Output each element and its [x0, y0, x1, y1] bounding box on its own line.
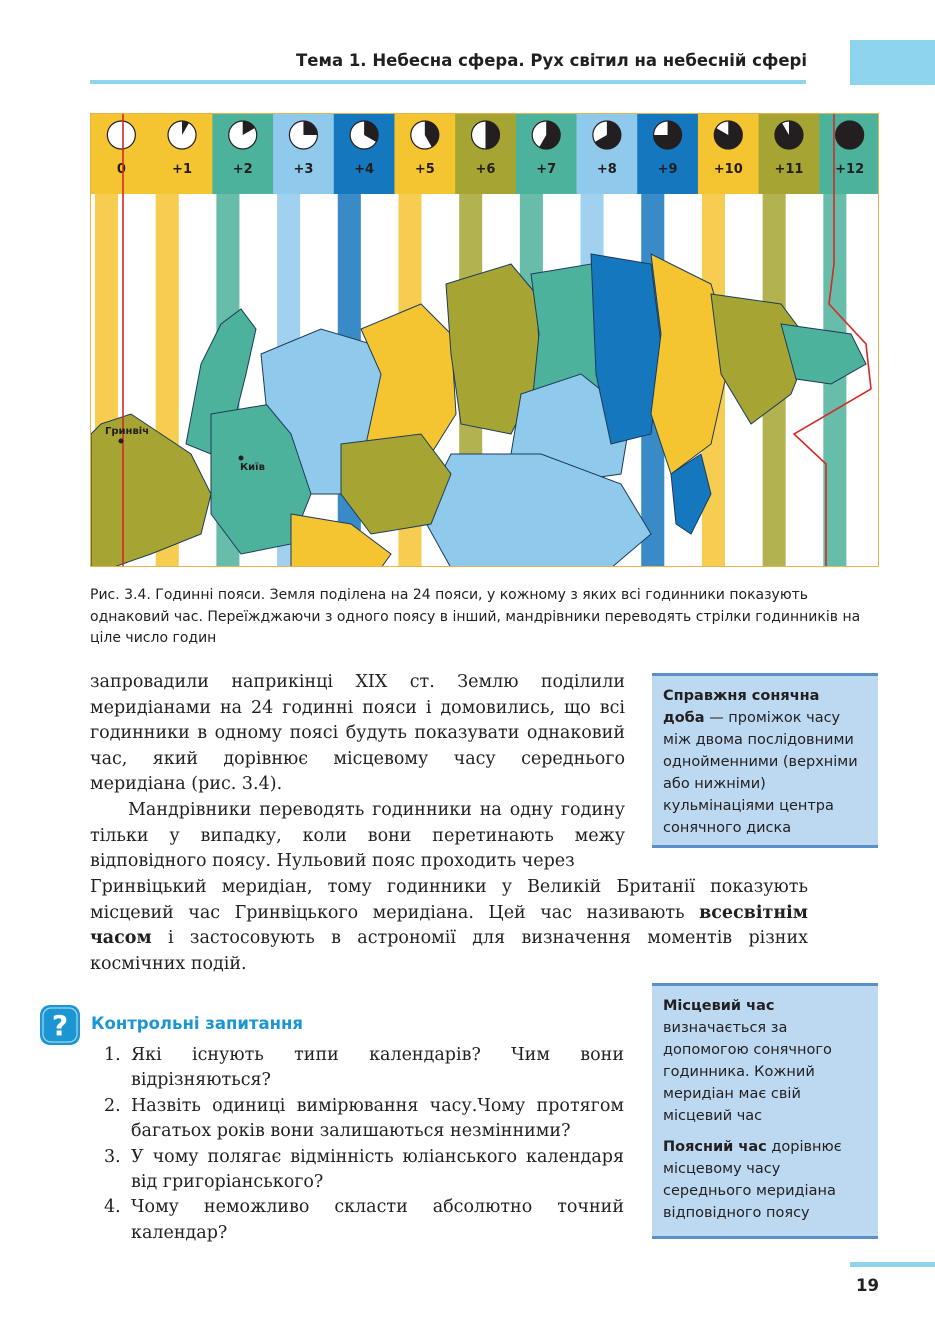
- zone-label: +2: [232, 162, 253, 177]
- time-zone-map: [91, 114, 879, 567]
- body-paragraph-2-end: і застосовують в астрономії для визначення моментів різних космічних подій.: [90, 928, 808, 974]
- definition-solar-day-text: — проміжок часу між двома послідовними однойменними (верхніми або нижніми) кульмінаціями центра сонячного диска: [663, 710, 858, 836]
- zone-label: +3: [293, 162, 314, 177]
- header-corner-block: [850, 40, 935, 85]
- clock-wedge: [836, 121, 864, 149]
- definition-zone-time-text: дорівнює місцевому часу середнього меридіана відповідного поясу: [663, 1139, 842, 1221]
- question-mark-icon: [38, 1003, 82, 1047]
- question-number: 4.: [104, 1197, 121, 1218]
- body-paragraph-2-continued: [90, 875, 808, 977]
- term-local-time: Місцевий час: [663, 998, 775, 1014]
- kyiv-label: Київ: [240, 462, 265, 473]
- greenwich-label: Гринвіч: [105, 426, 150, 437]
- question-number: 3.: [104, 1146, 121, 1167]
- question-text: У чому полягає відмінність юліанського календаря від григоріанського?: [131, 1146, 624, 1193]
- term-zone-time: Поясний час: [663, 1139, 767, 1155]
- question-item: [104, 1145, 624, 1196]
- question-text: Які існують типи календарів? Чим вони відрізняються?: [131, 1045, 624, 1091]
- question-item: [104, 1094, 624, 1145]
- page-number: 19: [856, 1276, 879, 1295]
- definition-local-time: [663, 995, 866, 1127]
- body-paragraph-2-start: Мандрівники переводять годинники на одну годину тільки у випадку, коли вони перетинають межу відповідного поясу. Нульовий пояс проходить через: [90, 799, 625, 872]
- zone-label: +9: [657, 162, 678, 177]
- svg-text:?: ?: [51, 1009, 69, 1042]
- definition-zone-time: [663, 1136, 866, 1224]
- greenwich-marker: [119, 439, 124, 444]
- question-number: 1.: [104, 1045, 121, 1065]
- clock-face-icon: [168, 121, 196, 149]
- questions-heading: Контрольні запитання: [91, 1014, 304, 1033]
- zone-label: +8: [596, 162, 617, 177]
- clock-face-icon: [107, 121, 135, 149]
- time-zone-map-figure: [90, 113, 879, 567]
- term-universal-time: всесвітнім часом: [90, 902, 808, 949]
- zone-label: 0: [116, 162, 126, 177]
- land-masses: [91, 254, 866, 567]
- zone-label: +12: [835, 162, 865, 177]
- zone-label: +11: [774, 162, 804, 177]
- definition-local-time-text: визначається за допомогою сонячного годинника. Кожний меридіан має свій місцевий час: [663, 1020, 832, 1124]
- question-item: [104, 1195, 624, 1246]
- questions-list: [104, 1043, 624, 1246]
- zone-label: +4: [354, 162, 375, 177]
- question-text: Назвіть одиниці вимірювання часу.Чому протягом багатьох років вони залишаються незмінними?: [131, 1095, 624, 1142]
- zone-label: +6: [475, 162, 496, 177]
- question-item: [104, 1043, 624, 1094]
- footer-rule: [850, 1262, 935, 1267]
- term-solar-day: Справжня сонячна доба: [663, 688, 820, 726]
- body-paragraph-2-cont: Гринвіцький меридіан, тому годинники у Великій Британії показують місцевий час Гринвіцького меридіана. Цей час називають: [90, 877, 808, 923]
- definition-box-time: [652, 983, 878, 1239]
- kyiv-marker: [239, 456, 244, 461]
- page-header-title: Тема 1. Небесна сфера. Рух світил на небесній сфері: [296, 51, 807, 70]
- definition-box-solar-day: [652, 673, 878, 848]
- question-text: Чому неможливо скласти абсолютно точний календар?: [131, 1197, 624, 1243]
- figure-caption: Рис. 3.4. Годинні пояси. Земля поділена на 24 пояси, у кожному з яких всі годинники показують однаковий час. Переїжджаючи з одного поясу в інший, мандрівники переводять стрілки годинників на ціле число годин: [90, 587, 861, 646]
- definition-solar-day: [663, 685, 866, 839]
- zone-label: +7: [536, 162, 557, 177]
- header-rule: [90, 80, 806, 84]
- zone-label: +10: [713, 162, 743, 177]
- body-paragraph-block: [90, 670, 625, 875]
- zone-label: +5: [414, 162, 435, 177]
- question-number: 2.: [104, 1095, 121, 1116]
- body-paragraph-1: запровадили наприкінці XIX ст. Землю поділили меридіанами на 24 годинні пояси і домовились, що всі годинники в одному поясі будуть показувати однаковий час, який дорівнює місцевому часу середнього меридіана (рис. 3.4).: [90, 672, 625, 795]
- clock-wedge: [775, 121, 803, 149]
- zone-label: +1: [172, 162, 193, 177]
